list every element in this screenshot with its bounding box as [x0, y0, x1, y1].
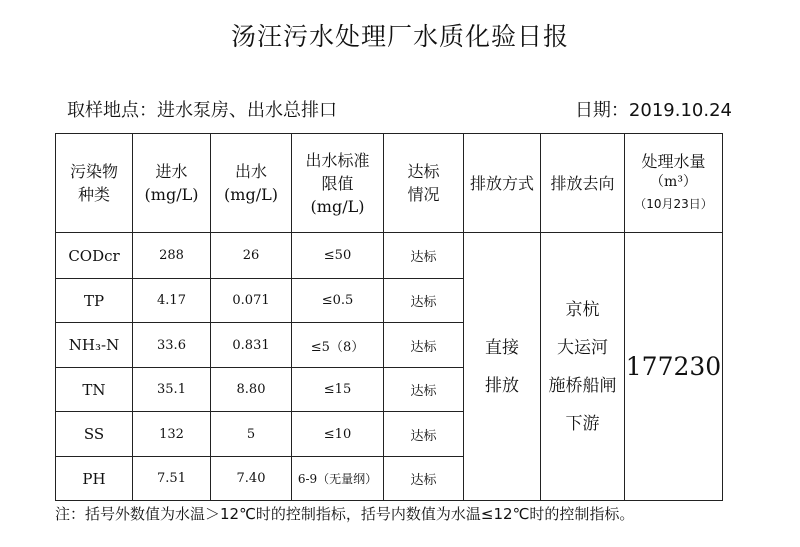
header-influent-unit: (mg/L) [144, 185, 199, 204]
water-quality-table [55, 133, 723, 501]
header-effluent [211, 134, 292, 233]
compliance-status: 达标 [384, 323, 464, 368]
influent-value: 33.6 [133, 323, 211, 368]
header-effluent-line1: 出水 [234, 162, 267, 181]
destination-line2: 大运河 [557, 337, 608, 358]
discharge-method-line2: 排放 [485, 375, 519, 396]
header-discharge-method: 排放方式 [464, 134, 541, 233]
effluent-value: 5 [211, 412, 292, 457]
pollutant-name: TN [56, 368, 133, 412]
effluent-value: 0.831 [211, 323, 292, 368]
header-compliance-line2: 情况 [407, 185, 440, 204]
limit-value: ≤0.5 [292, 279, 384, 323]
discharge-method-line1: 直接 [485, 337, 519, 358]
limit-value: ≤15 [292, 368, 384, 412]
influent-value: 7.51 [133, 457, 211, 501]
header-limit-unit: (mg/L) [310, 196, 365, 216]
header-pollutant-line1: 污染物 [69, 162, 118, 181]
header-pollutant-line2: 种类 [77, 185, 110, 204]
effluent-value: 0.071 [211, 279, 292, 323]
compliance-status: 达标 [384, 457, 464, 501]
destination-line4: 下游 [565, 413, 600, 434]
report-title: 汤汪污水处理厂水质化验日报 [230, 22, 569, 51]
pollutant-name: CODcr [56, 233, 133, 279]
pollutant-name: SS [56, 412, 133, 457]
footnote: 注：括号外数值为水温＞12℃时的控制指标，括号内数值为水温≤12℃时的控制指标。 [55, 505, 635, 523]
header-volume-line1: 处理水量 [641, 152, 706, 171]
header-effluent-unit: (mg/L) [224, 185, 278, 204]
pollutant-name: NH₃-N [56, 323, 133, 368]
compliance-status: 达标 [384, 412, 464, 457]
pollutant-name: TP [56, 279, 133, 323]
destination-line3: 施桥船闸 [548, 375, 617, 396]
limit-value: ≤10 [292, 412, 384, 457]
header-limit [292, 134, 384, 233]
compliance-status: 达标 [384, 233, 464, 279]
influent-value: 132 [133, 412, 211, 457]
header-limit-line1: 出水标准 [305, 150, 370, 170]
effluent-value: 7.40 [211, 457, 292, 501]
effluent-value: 8.80 [211, 368, 292, 412]
header-limit-line2: 限值 [321, 173, 354, 193]
header-discharge-destination: 排放去向 [541, 134, 625, 233]
limit-value: ≤5（8） [292, 323, 384, 368]
discharge-method-cell [464, 233, 541, 501]
influent-value: 35.1 [133, 368, 211, 412]
compliance-status: 达标 [384, 368, 464, 412]
limit-value: ≤50 [292, 233, 384, 279]
discharge-destination-cell [541, 233, 625, 501]
compliance-status: 达标 [384, 279, 464, 323]
influent-value: 4.17 [133, 279, 211, 323]
header-compliance-line1: 达标 [407, 162, 440, 181]
header-influent-line1: 进水 [155, 162, 188, 181]
treated-volume-value: 177230 [625, 233, 723, 501]
pollutant-name: PH [56, 457, 133, 501]
influent-value: 288 [133, 233, 211, 279]
header-volume-unit: （m³） [650, 174, 697, 190]
limit-value: 6-9（无量纲） [292, 457, 384, 501]
header-volume-date: （10月23日） [634, 197, 713, 211]
effluent-value: 26 [211, 233, 292, 279]
header-influent [133, 134, 211, 233]
header-row [56, 134, 723, 233]
header-pollutant [56, 134, 133, 233]
sampling-location: 取样地点：进水泵房、出水总排口 [67, 100, 337, 121]
header-treated-volume [625, 134, 723, 233]
table-row [56, 233, 723, 279]
header-compliance [384, 134, 464, 233]
report-date: 日期：2019.10.24 [574, 100, 732, 121]
destination-line1: 京杭 [565, 299, 600, 320]
